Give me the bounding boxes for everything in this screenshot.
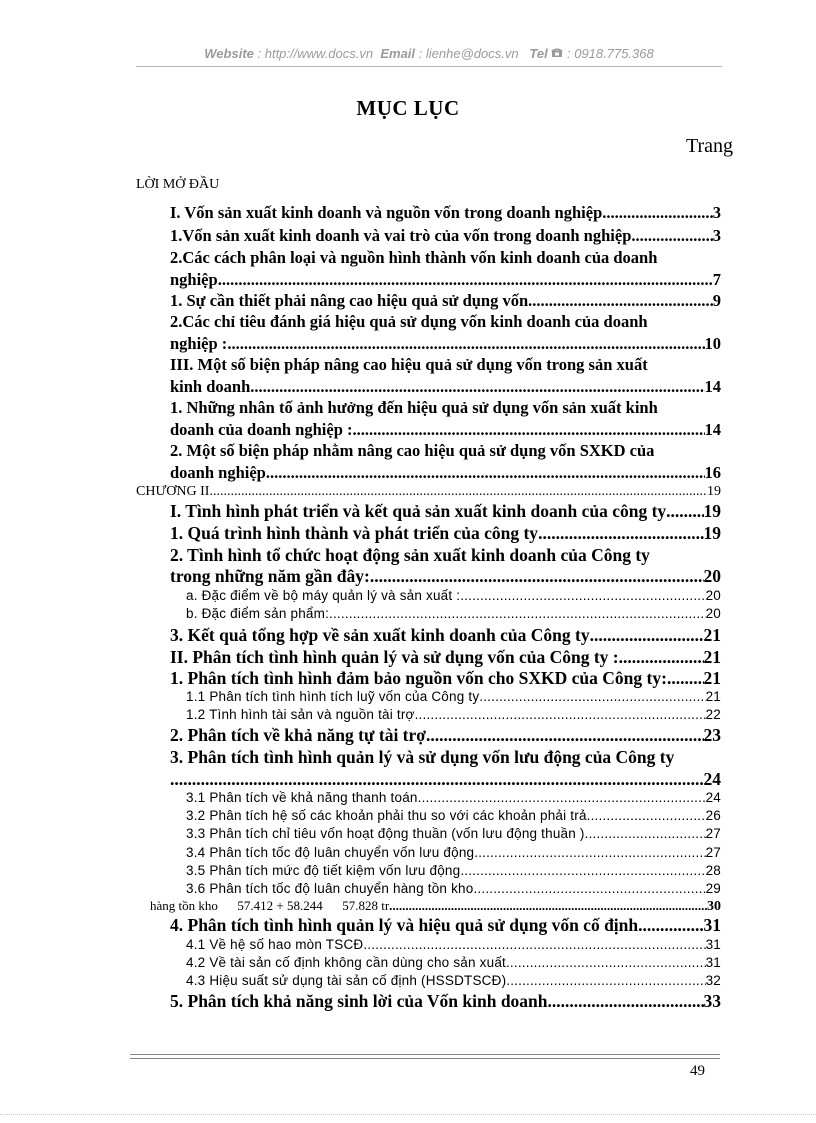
page-title: MỤC LỤC	[356, 96, 460, 120]
toc-subentry[interactable]: 3.4 Phân tích tốc độ luân chuyển vốn lưu động ..... 27	[186, 845, 721, 860]
toc-subentry[interactable]: 3.6 Phân tích tốc độ luân chuyển hàng tồn kho ..... 29	[186, 881, 721, 896]
toc-entry[interactable]: 3. Kết quả tổng hợp về sản xuất kinh doanh của Công ty ..... 21	[170, 625, 721, 646]
toc-entry[interactable]: nghiệp : ..... 10	[170, 334, 721, 354]
footer-rule	[130, 1058, 720, 1059]
email-value: : lienhe@docs.vn	[418, 46, 519, 61]
toc-subentry[interactable]: 3.3 Phân tích chỉ tiêu vốn hoạt động thuần (vốn lưu động thuần ) ..... 27	[186, 826, 721, 841]
toc-subentry[interactable]: 1.2 Tình hình tài sản và nguồn tài trợ ..... 22	[186, 707, 721, 722]
toc-subentry[interactable]: hàng tồn kho 57.412 + 58.244 57.828 tr ..... 30	[150, 898, 721, 915]
tel-label: Tel	[529, 46, 548, 61]
toc-entry[interactable]: ..... 24	[170, 769, 721, 790]
toc-subentry[interactable]: 4.1 Về hệ số hao mòn TSCĐ ..... 31	[186, 937, 721, 952]
toc-entry-line1: 2. Tình hình tổ chức hoạt động sản xuất kinh doanh của Công ty	[170, 545, 650, 565]
toc-entry[interactable]: 1.Vốn sản xuất kinh doanh và vai trò của vốn trong doanh nghiệp ..... 3	[170, 226, 721, 246]
toc-entry-line1: 2. Một số biện pháp nhằm nâng cao hiệu quả sử dụng vốn SXKD của	[170, 441, 655, 460]
toc-entry[interactable]: trong những năm gần đây: ..... 20	[170, 566, 721, 587]
toc-subentry[interactable]: 3.5 Phân tích mức độ tiết kiệm vốn lưu động ..... 28	[186, 863, 721, 878]
toc-entry[interactable]: 4. Phân tích tình hình quản lý và hiệu quả sử dụng vốn cố định ..... 31	[170, 915, 721, 936]
toc-subentry[interactable]: a. Đặc điểm về bộ máy quản lý và sản xuất : ..... 20	[186, 588, 721, 603]
toc-entry[interactable]: I. Vốn sản xuất kinh doanh và nguồn vốn trong doanh nghiệp ..... 3	[170, 203, 721, 223]
toc-entry[interactable]: II. Phân tích tình hình quản lý và sử dụng vốn của Công ty : ..... 21	[170, 647, 721, 668]
toc-entry[interactable]: 5. Phân tích khả năng sinh lời của Vốn kinh doanh ..... 33	[170, 991, 721, 1012]
tel-value: : 0918.775.368	[566, 46, 654, 61]
toc-entry[interactable]: 1. Phân tích tình hình đảm bảo nguồn vốn cho SXKD của Công ty: ..... 21	[170, 668, 721, 689]
toc-entry-line1: 3. Phân tích tình hình quản lý và sử dụng vốn lưu động của Công ty	[170, 747, 675, 767]
toc-entry[interactable]: doanh nghiệp ..... 16	[170, 463, 721, 483]
toc-subentry[interactable]: b. Đặc điểm sản phẩm: ..... 20	[186, 606, 721, 621]
page-column-label: Trang	[686, 135, 734, 157]
toc-entry-line1: 2.Các cách phân loại và nguồn hình thành vốn kinh doanh của doanh	[170, 248, 658, 267]
toc-entry-line1: 2.Các chỉ tiêu đánh giá hiệu quả sử dụng vốn kinh doanh của doanh	[170, 312, 648, 331]
footer-rule	[130, 1054, 720, 1055]
toc-entry[interactable]: 1. Sự cần thiết phải nâng cao hiệu quả sử dụng vốn ..... 9	[170, 291, 721, 311]
page-edge	[0, 1114, 816, 1115]
toc-entry[interactable]: nghiệp ..... 7	[170, 270, 721, 290]
toc-intro[interactable]: LỜI MỞ ĐẦU	[136, 177, 220, 192]
toc-subentry[interactable]: 3.1 Phân tích về khả năng thanh toán ..... 24	[186, 790, 721, 805]
toc-entry[interactable]: 1. Quá trình hình thành và phát triển của công ty ..... 19	[170, 523, 721, 544]
website-label: Website	[204, 46, 254, 61]
email-label: Email	[380, 46, 416, 61]
toc-subentry[interactable]: 4.3 Hiệu suất sử dụng tài sản cố định (HSSDTSCĐ) ..... 32	[186, 973, 721, 988]
toc-subentry[interactable]: 4.2 Về tài sản cố định không cần dùng cho sản xuất ..... 31	[186, 955, 721, 970]
toc-entry[interactable]: kinh doanh. ..... 14	[170, 377, 721, 397]
toc-chapter[interactable]: CHƯƠNG II ..... 19	[136, 484, 721, 500]
website-value: : http://www.docs.vn	[257, 46, 374, 61]
toc-entry[interactable]: 2. Phân tích về khả năng tự tài trợ ..... 23	[170, 725, 721, 746]
toc-entry-line1: III. Một số biện pháp nâng cao hiệu quả sử dụng vốn trong sản xuất	[170, 355, 648, 374]
toc-entry[interactable]: doanh của doanh nghiệp : ..... 14	[170, 420, 721, 440]
toc-entry-line1: 1. Những nhân tố ảnh hưởng đến hiệu quả sử dụng vốn sản xuất kinh	[170, 398, 658, 417]
page-number: 49	[690, 1063, 705, 1079]
toc-entry[interactable]: I. Tình hình phát triển và kết quả sản xuất kinh doanh của công ty ..... 19	[170, 501, 721, 522]
toc-subentry[interactable]: 1.1 Phân tích tình hình tích luỹ vốn của Công ty ..... 21	[186, 689, 721, 704]
toc-subentry[interactable]: 3.2 Phân tích hệ số các khoản phải thu so với các khoản phải trả ..... 26	[186, 808, 721, 823]
